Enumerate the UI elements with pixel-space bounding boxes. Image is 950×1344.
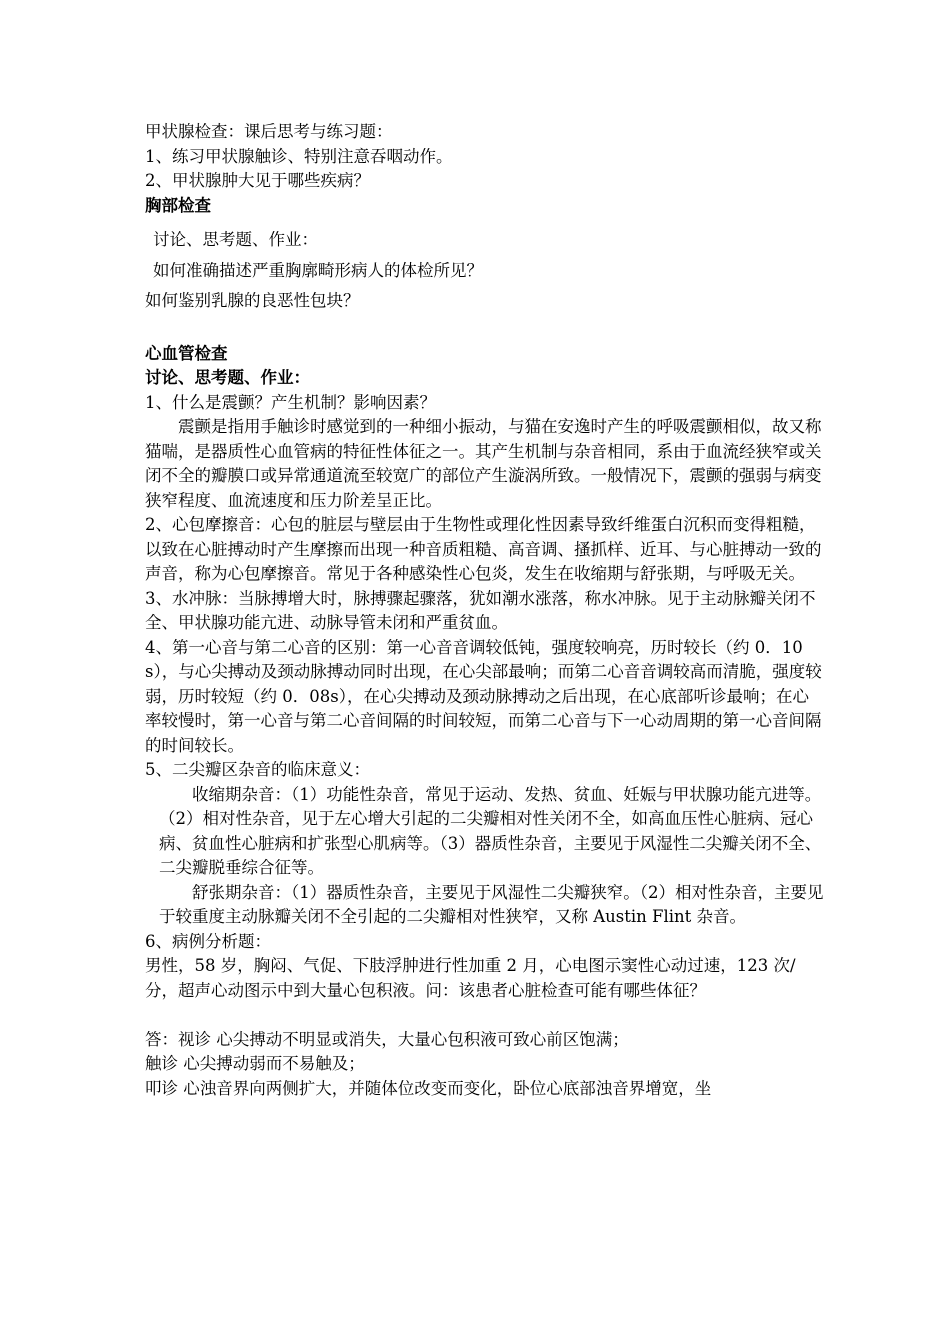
case-description: 男性，58 岁，胸闷、气促、下肢浮肿进行性加重 2 月，心电图示窦性心动过速，123 次/分，超声心动图示中到大量心包积液。问：该患者心脏检查可能有哪些体征？ — [145, 956, 796, 1000]
cardio-subheading: 讨论、思考题、作业： — [145, 368, 310, 387]
cardio-question-6: 6、病例分析题： — [145, 931, 271, 951]
cardio-question-5: 5、二尖瓣区杂音的临床意义： — [145, 760, 370, 779]
cardio-answer-1: 震颤是指用手触诊时感觉到的一种细小振动，与猫在安逸时产生的呼吸震颤相似，故又称猫喘，是器质性心血管病的特征性体征之一。其产生机制与杂音相同，系由于血流经狭窄或关闭不全的瓣膜口或异常通道流至较宽广的部位产生漩涡所致。一般情况下，震颤的强弱与病变狭窄程度、血流速度和压力阶差呈正比。 — [145, 417, 822, 510]
answer-palpation: 触诊 心尖搏动弱而不易触及； — [145, 1054, 365, 1073]
cardio-question-3: 3、水冲脉：当脉搏增大时，脉搏骤起骤落，犹如潮水涨落，称水冲脉。见于主动脉瓣关闭不全、甲状腺功能亢进、动脉导管未闭和严重贫血。 — [145, 588, 816, 632]
chest-question-1: 如何准确描述严重胸廓畸形病人的体检所见？ — [153, 260, 483, 280]
chest-heading: 胸部检查 — [145, 195, 211, 215]
cardio-question-1: 1、什么是震颤？产生机制？影响因素？ — [145, 392, 436, 412]
chest-subheading: 讨论、思考题、作业： — [153, 230, 318, 249]
thyroid-question-2: 2、甲状腺肿大见于哪些疾病？ — [145, 171, 370, 190]
mitral-murmur-block — [145, 783, 825, 930]
cardio-heading: 心血管检查 — [145, 343, 228, 363]
answer-inspection: 答：视诊 心尖搏动不明显或消失，大量心包积液可致心前区饱满； — [145, 1029, 629, 1049]
chest-question-2: 如何鉴别乳腺的良恶性包块？ — [145, 291, 360, 310]
thyroid-title: 甲状腺检查：课后思考与练习题： — [145, 122, 393, 141]
thyroid-question-1: 1、练习甲状腺触诊、特别注意吞咽动作。 — [145, 146, 453, 166]
cardio-question-2: 2、心包摩擦音：心包的脏层与壁层由于生物性或理化性因素导致纤维蛋白沉积而变得粗糙，以致在心脏搏动时产生摩擦而出现一种音质粗糙、高音调、搔抓样、近耳、与心脏搏动一致的声音，称为心包摩擦音。常见于各种感染性心包炎，发生在收缩期与舒张期，与呼吸无关。 — [145, 515, 822, 583]
spacer — [145, 314, 825, 342]
systolic-murmur-paragraph: 收缩期杂音：（1）功能性杂音，常见于运动、发热、贫血、妊娠与甲状腺功能亢进等。（2）相对性杂音，见于左心增大引起的二尖瓣相对性关闭不全，如高血压性心脏病、冠心病、贫血性心脏病和扩张型心肌病等。（3）器质性杂音，主要见于风湿性二尖瓣关闭不全、二尖瓣脱垂综合征等。 — [159, 784, 822, 877]
spacer — [145, 1003, 825, 1028]
diastolic-murmur-paragraph: 舒张期杂音：（1）器质性杂音，主要见于风湿性二尖瓣狭窄。（2）相对性杂音，主要见于较重度主动脉瓣关闭不全引起的二尖瓣相对性狭窄，又称 Austin Flint 杂音。 — [159, 882, 824, 926]
document-page — [145, 120, 825, 1101]
cardio-question-4: 4、第一心音与第二心音的区别：第一心音音调较低钝，强度较响亮，历时较长（约 0．10s），与心尖搏动及颈动脉搏动同时出现，在心尖部最响；而第二心音音调较高而清脆，强度较弱，历时较短（约 0．08s），在心尖搏动及颈动脉搏动之后出现，在心底部听诊最响；在心率较慢时，第一心音与第二心音间隔的时间较短，而第二心音与下一心动周期的第一心音间隔的时间较长。 — [145, 637, 822, 755]
answer-percussion: 叩诊 心浊音界向两侧扩大，并随体位改变而变化，卧位心底部浊音界增宽，坐 — [145, 1078, 712, 1098]
